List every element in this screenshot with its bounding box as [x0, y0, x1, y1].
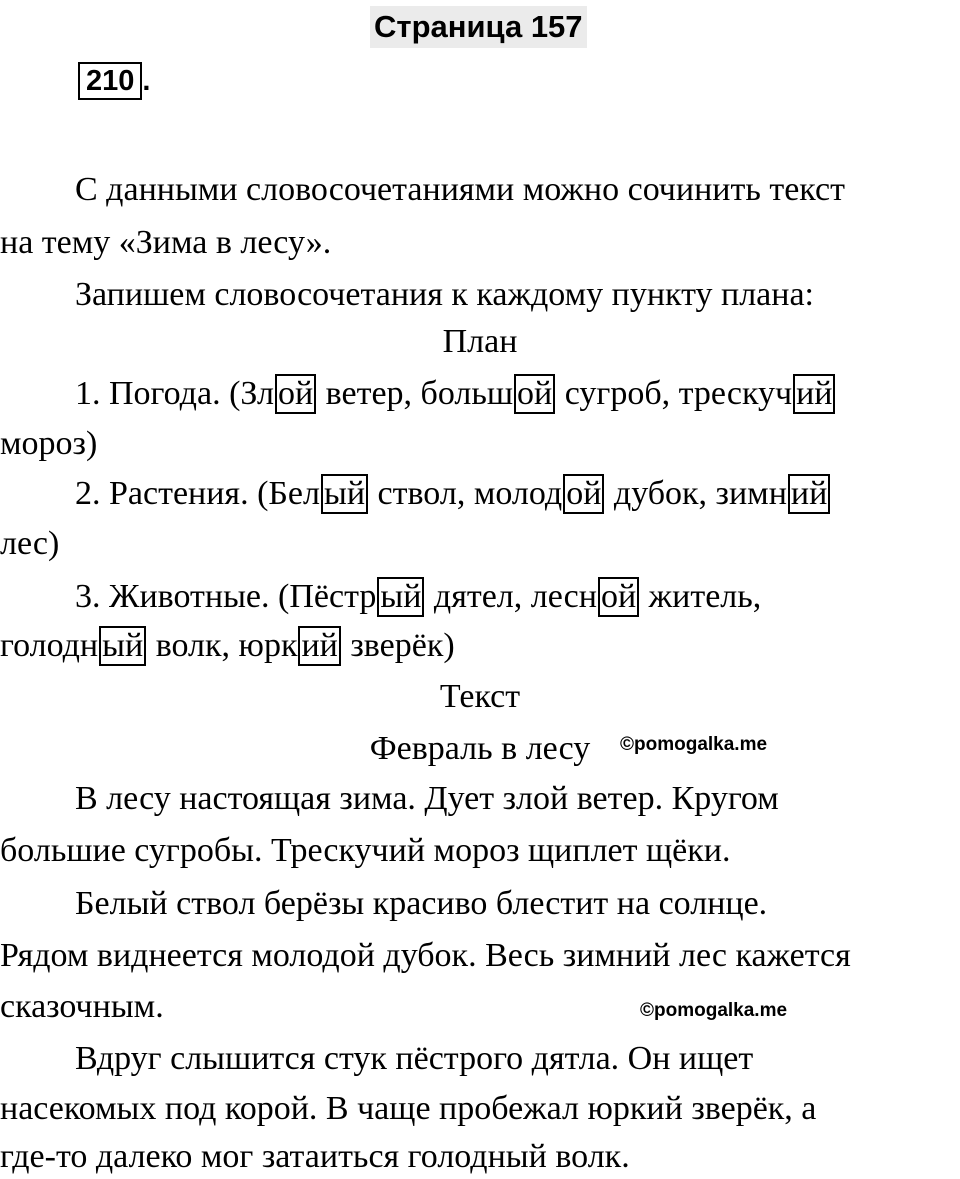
- ending-box: ый: [321, 474, 368, 514]
- text-paragraph-1-line-2: большие сугробы. Трескучий мороз щиплет щёки.: [0, 832, 731, 869]
- plan-item-3-part-b: дятел, лесн: [425, 578, 597, 615]
- text-paragraph-1-line-1: В лесу настоящая зима. Дует злой ветер. Кругом: [75, 780, 779, 817]
- plan-item-3-part-e: волк, юрк: [147, 627, 298, 664]
- ending-box: ой: [598, 577, 639, 617]
- ending-box: ой: [275, 374, 316, 414]
- text-paragraph-3-line-3: где-то далеко мог затаиться голодный волк.: [0, 1138, 630, 1175]
- plan-item-2-part-b: ствол, молод: [369, 475, 563, 512]
- text-paragraph-3-line-2: насекомых под корой. В чаще пробежал юркий зверёк, а: [0, 1090, 817, 1127]
- plan-item-1-part-a: 1. Погода. (Зл: [75, 375, 274, 412]
- ending-box: ий: [793, 374, 835, 414]
- page-title: Страница 157: [370, 6, 587, 48]
- ending-box: ий: [298, 626, 340, 666]
- plan-item-3: [0, 575, 960, 619]
- plan-item-3-part-a: 3. Животные. (Пёстр: [75, 578, 377, 615]
- plan-item-3-part-d: голодн: [0, 627, 99, 664]
- ending-box: ий: [788, 474, 830, 514]
- plan-item-1-continued: мороз): [0, 425, 98, 462]
- text-paragraph-2-line-1: Белый ствол берёзы красиво блестит на солнце.: [75, 885, 768, 922]
- intro-line-2: на тему «Зима в лесу».: [0, 224, 332, 261]
- plan-item-2: [0, 472, 960, 516]
- plan-heading: План: [442, 323, 518, 360]
- plan-item-3-continued: [0, 624, 960, 668]
- intro-line-1: С данными словосочетаниями можно сочинить текст: [75, 171, 845, 208]
- watermark: ©pomogalka.me: [640, 1000, 788, 1021]
- text-paragraph-2-line-3: сказочным.: [0, 988, 164, 1025]
- ending-box: ой: [563, 474, 604, 514]
- text-paragraph-3-line-1: Вдруг слышится стук пёстрого дятла. Он ищет: [75, 1040, 754, 1077]
- plan-item-1: [0, 372, 960, 416]
- plan-item-3-part-c: житель,: [640, 578, 762, 615]
- watermark: ©pomogalka.me: [620, 734, 768, 755]
- ending-box: ой: [514, 374, 555, 414]
- plan-item-1-part-c: сугроб, трескуч: [556, 375, 793, 412]
- intro-line-3: Запишем словосочетания к каждому пункту плана:: [75, 276, 815, 313]
- plan-item-2-part-c: дубок, зимн: [605, 475, 787, 512]
- ending-box: ый: [377, 577, 424, 617]
- text-heading: Текст: [439, 678, 521, 715]
- task-number-dot: .: [142, 65, 151, 97]
- task-number-box: 210: [78, 62, 142, 100]
- plan-item-2-continued: лес): [0, 525, 60, 562]
- plan-item-1-part-b: ветер, больш: [317, 375, 514, 412]
- ending-box: ый: [99, 626, 146, 666]
- plan-item-3-part-f: зверёк): [341, 627, 455, 664]
- text-paragraph-2-line-2: Рядом виднеется молодой дубок. Весь зимний лес кажется: [0, 937, 851, 974]
- task-number: [78, 62, 150, 100]
- plan-item-2-part-a: 2. Растения. (Бел: [75, 475, 320, 512]
- text-title: Февраль в лесу: [369, 730, 591, 767]
